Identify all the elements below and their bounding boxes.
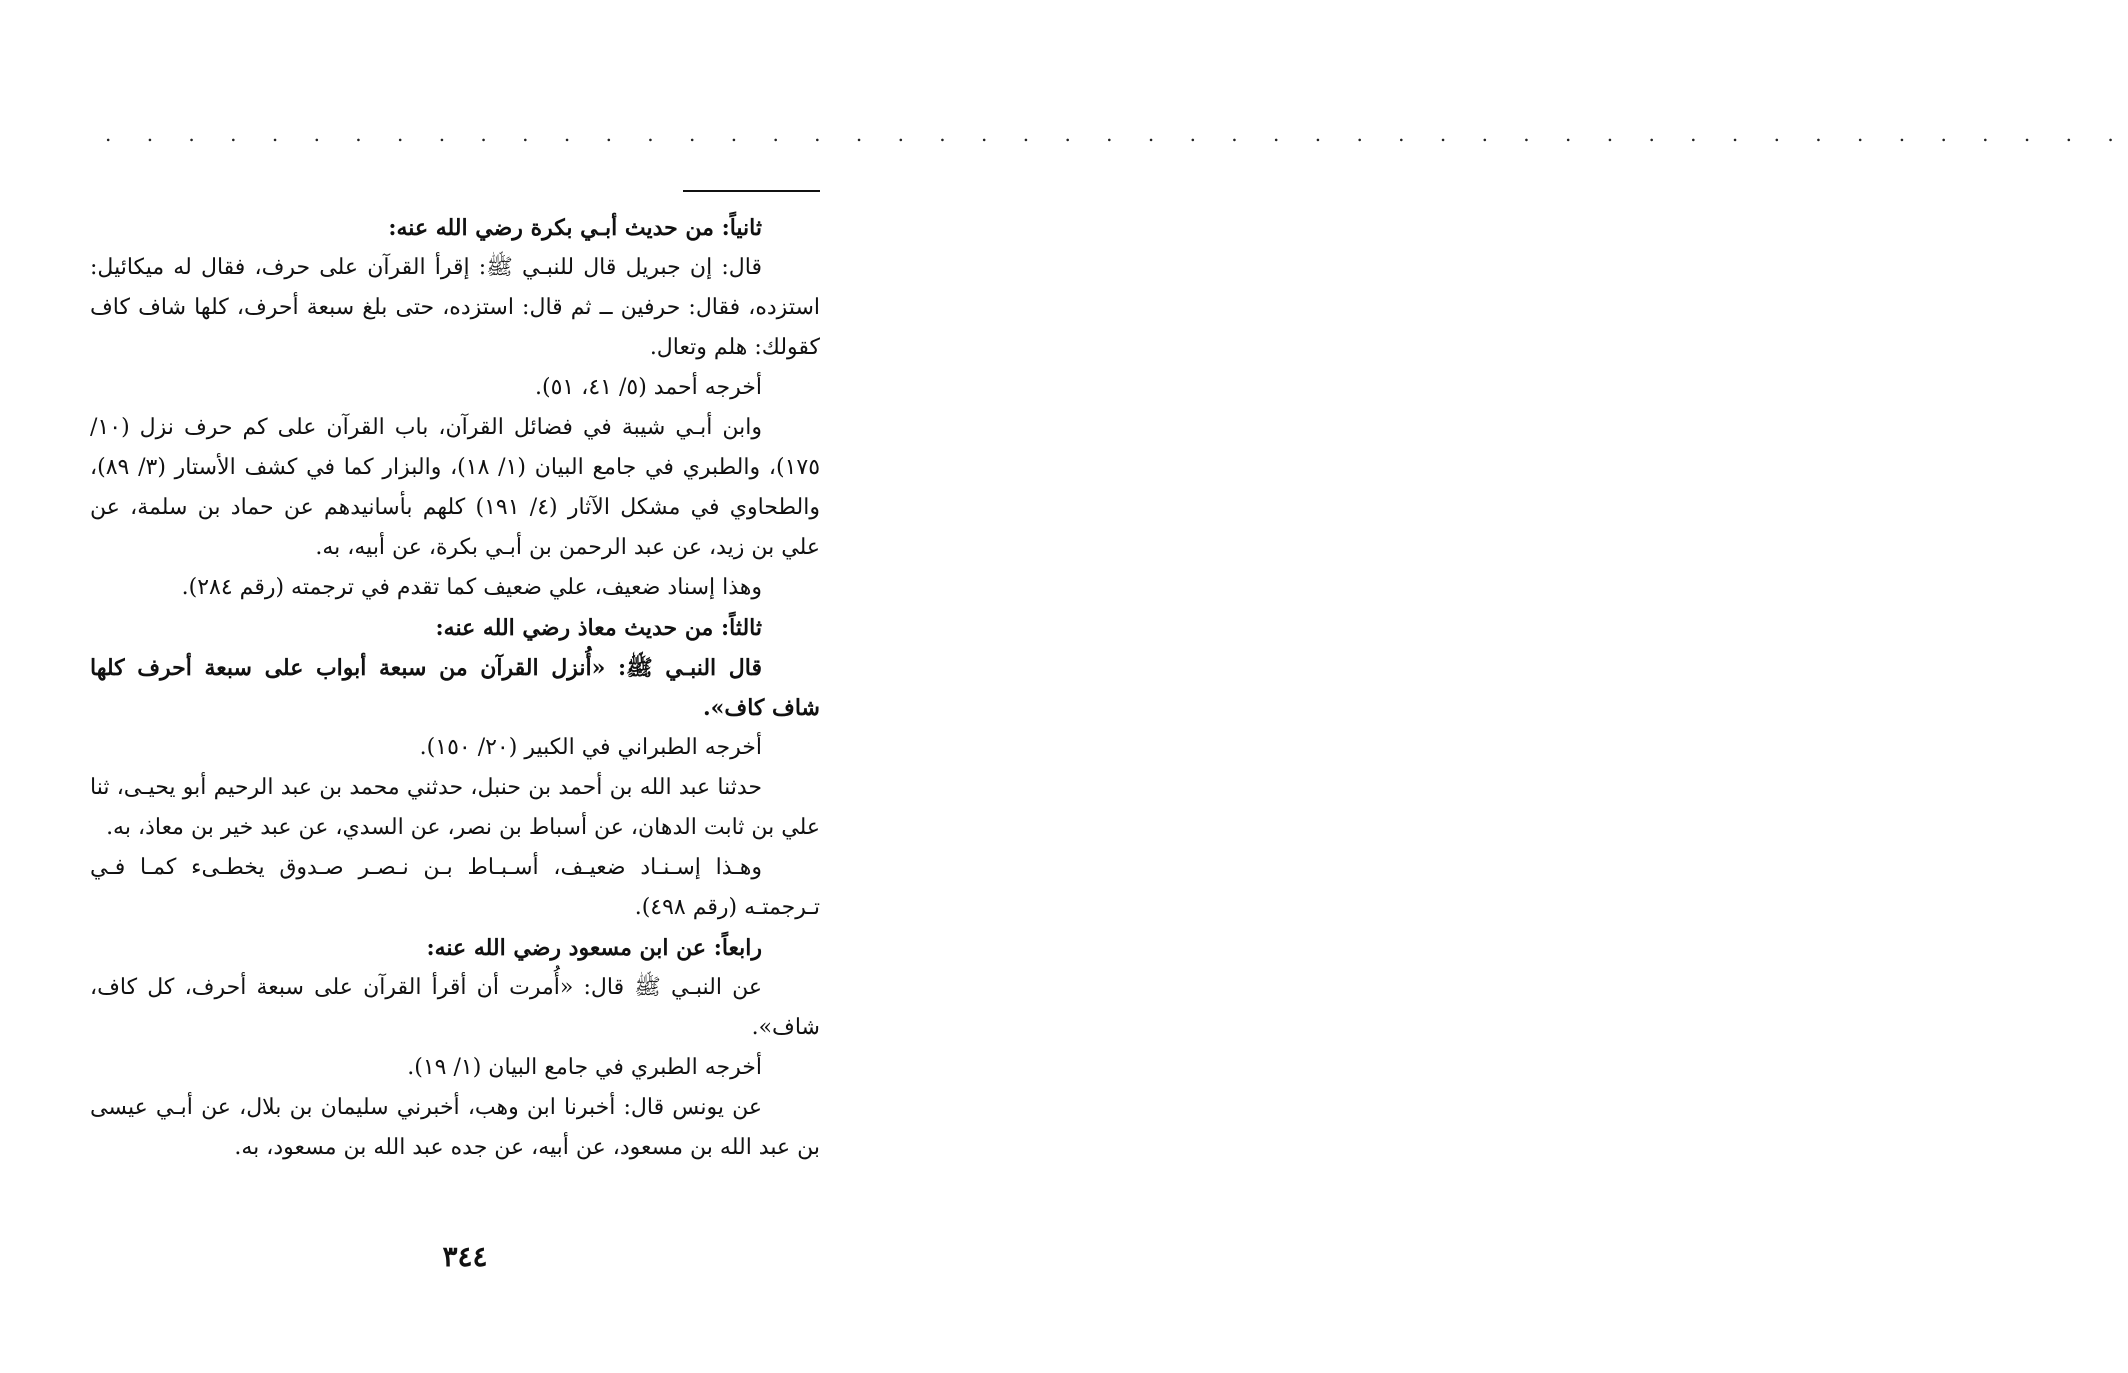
citation-paragraph: وابن أبـي شيبة في فضائل القرآن، باب القرآن على كم حرف نزل (١٠/ ١٧٥)، والطبري في جامع البيان (١/ ١٨)، والبزار كما في كشف الأستار (٣/ ٨٩)، والطحاوي في مشكل الآثار (٤/ ١٩١) كلهم بأسانيدهم عن حماد بن سلمة، عن علي بن زيد، عن عبد الرحمن بن أبـي بكرة، عن أبيه، به. [90,415,821,560]
hadith-paragraph: قال النبـي ﷺ: «أُنزل القرآن من سبعة أبواب على سبعة أحرف كلها شاف كاف». [90,655,820,721]
hadith-paragraph: قال: إن جبريل قال للنبـي ﷺ: إقرأ القرآن على حرف، فقال له ميكائيل: استزده، فقال: حرفين ــ ثم قال: استزده، حتى بلغ سبعة أحرف، كلها شاف كاف كقولك: هلم وتعال. [90,255,821,360]
heading-fourth: رابعاً: عن ابن مسعود رضي الله عنه: [426,935,762,961]
dotted-separator: . . . . . . . . . . . . . . . . . . . . . . . . . . . . . . . . . . . . . . . . . . . . . . . . . [105,122,2128,146]
isnad-paragraph: عن يونس قال: أخبرنا ابن وهب، أخبرني سليمان بن بلال، عن أبـي عيسى بن عبد الله بن مسعود، عن أبيه، عن جده عبد الله بن مسعود، به. [90,1095,820,1160]
footnote-text [90,208,820,1168]
citation-paragraph: أخرجه أحمد (٥/ ٤١، ٥١). [535,375,762,400]
grading-paragraph: وهذا إسناد ضعيف، علي ضعيف كما تقدم في ترجمته (رقم ٢٨٤). [181,575,762,600]
citation-paragraph: أخرجه الطبراني في الكبير (٢٠/ ١٥٠). [419,735,762,760]
citation-paragraph: أخرجه الطبري في جامع البيان (١/ ١٩). [407,1055,762,1080]
page-number: ٣٤٤ [442,1240,488,1273]
heading-second: ثانياً: من حديث أبـي بكرة رضي الله عنه: [388,215,762,241]
isnad-paragraph: حدثنا عبد الله بن أحمد بن حنبل، حدثني محمد بن عبد الرحيم أبو يحيـى، ثنا علي بن ثابت الدهان، عن أسباط بن نصر، عن السدي، عن عبد خير بن معاذ، به. [90,775,820,840]
grading-paragraph: وهـذا إسـنـاد ضعيـف، أسـبـاط بـن نـصـر صـدوق يخطـىء كمـا فـي تـرجمتـه (رقم ٤٩٨). [90,855,820,920]
hadith-paragraph: عن النبـي ﷺ قال: «أُمرت أن أقرأ القرآن على سبعة أحرف، كل كاف، شاف». [90,975,820,1040]
heading-third: ثالثاً: من حديث معاذ رضي الله عنه: [435,615,762,641]
footnote-rule [683,190,820,192]
